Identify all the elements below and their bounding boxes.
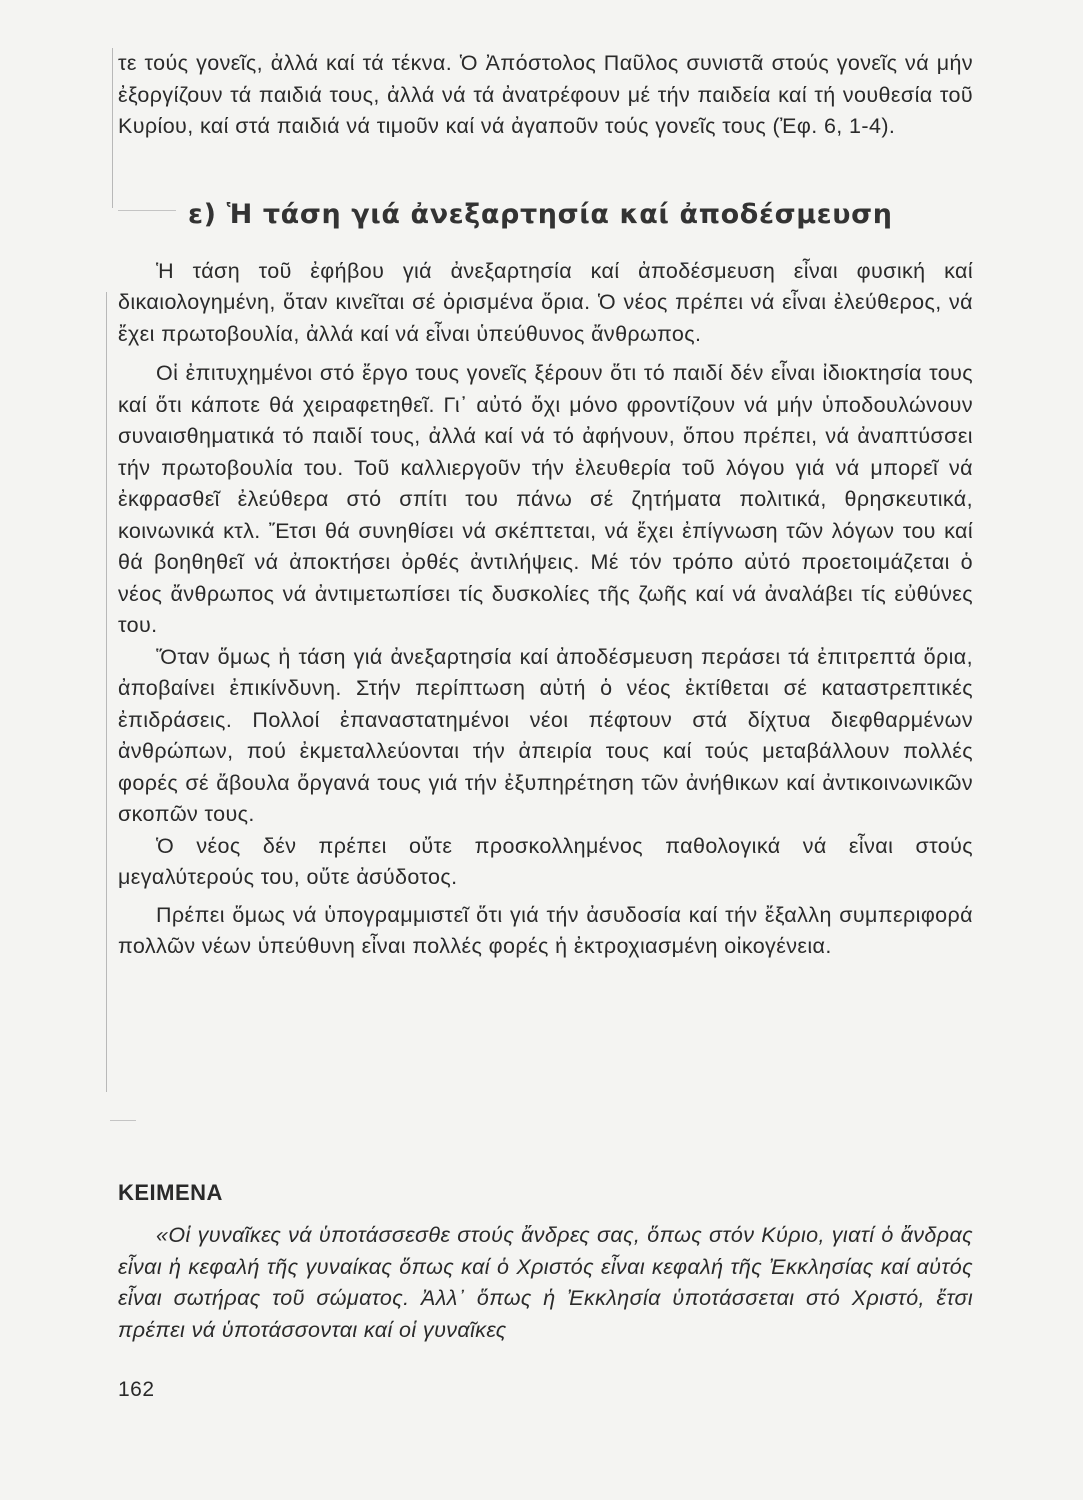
paragraph-1: Ἡ τάση τοῦ ἐφήβου γιά ἀνεξαρτησία καί ἀποδέσμευση εἶναι φυσική καί δικαιολογημένη, ὅταν κινεῖται σέ ὁρισμένα ὅρια. Ὁ νέος πρέπει νά εἶναι ἐλεύθερος, νά ἔχει πρωτοβουλία, ἀλλά καί νά εἶναι ὑπεύθυνος ἄνθρωπος. (118, 258, 973, 346)
page-number: 162 (118, 1378, 155, 1401)
paragraph-intro: τε τούς γονεῖς, ἀλλά καί τά τέκνα. Ὁ Ἀπόστολος Παῦλος συνιστᾶ στούς γονεῖς νά μήν ἐξοργίζουν τά παιδιά τους, ἀλλά νά τά ἀνατρέφουν μέ τήν παιδεία καί τή νουθεσία τοῦ Κυρίου, καί στά παιδιά νά τιμοῦν καί νά ἀγαποῦν τούς γονεῖς τους (Ἐφ. 6, 1-4). (118, 51, 973, 138)
section-title-keimena: ΚΕΙΜΕΝΑ (118, 1180, 223, 1205)
paragraph-5: Πρέπει ὅμως νά ὑπογραμμιστεῖ ὅτι γιά τήν ἀσυδοσία καί τήν ἔξαλλη συμπεριφορά πολλῶν νέων ὑπεύθυνη εἶναι πολλές φορές ἡ ἐκτροχιασμένη οἰκογένεια. (118, 902, 973, 958)
paragraph-3: Ὅταν ὅμως ἡ τάση γιά ἀνεξαρτησία καί ἀποδέσμευση περάσει τά ἐπιτρεπτά ὅρια, ἀποβαίνει ἐπικίνδυνη. Στήν περίπτωση αὐτή ὁ νέος ἐκτίθεται σέ καταστρεπτικές ἐπιδράσεις. Πολλοί ἐπαναστατημένοι νέοι πέφτουν στά δίχτυα διεφθαρμένων ἀνθρώπων, πού ἐκμεταλλεύονται τήν ἀπειρία τους καί τούς μεταβάλλουν πολλές φορές σέ ἄβουλα ὄργανά τους γιά τήν ἐξυπηρέτηση τῶν ἀνήθικων καί ἀντικοινωνικῶν σκοπῶν τους. (118, 644, 973, 826)
paragraph-4: Ὁ νέος δέν πρέπει οὔτε προσκολλημένος παθολογικά νά εἶναι στούς μεγαλύτερούς του, οὔτε ἀσύδοτος. (118, 833, 973, 889)
margin-mark-top (112, 48, 113, 208)
margin-tick-bottom (110, 1120, 136, 1121)
paragraph-2: Οἱ ἐπιτυχημένοι στό ἔργο τους γονεῖς ξέρουν ὅτι τό παιδί δέν εἶναι ἰδιοκτησία τους καί ὅτι κάποτε θά χειραφετηθεῖ. Γι᾿ αὐτό ὄχι μόνο φροντίζουν νά μήν ὑποδουλώνουν συναισθηματικά τό παιδί τους, ἀλλά καί νά τό ἀφήνουν, ὅπου πρέπει, νά ἀναπτύσσει τήν πρωτοβουλία του. Τοῦ καλλιεργοῦν τήν ἐλευθερία τοῦ λόγου γιά νά μπορεῖ νά ἐκφρασθεῖ ἐλεύθερα στό σπίτι του πάνω σέ ζητήματα πολιτικά, θρησκευτικά, κοινωνικά κτλ. Ἔτσι θά συνηθίσει νά σκέπτεται, νά ἔχει ἐπίγνωση τῶν λόγων του καί θά βοηθηθεῖ νά ἀποκτήσει ὀρθές ἀντιλήψεις. Μέ τόν τρόπο αὐτό προετοιμάζεται ὁ νέος ἄνθρωπος νά ἀντιμετωπίσει τίς δυσκολίες τῆς ζωῆς καί νά ἀναλάβει τίς εὐθύνες του. (118, 361, 973, 637)
texts-section (118, 1180, 973, 1346)
margin-mark-middle (106, 292, 107, 1092)
section-heading: ε) Ἡ τάση γιά ἀνεξαρτησία καί ἀποδέσμευση (188, 198, 893, 230)
document-page (118, 48, 973, 963)
quote-text: «Οἱ γυναῖκες νά ὑποτάσσεσθε στούς ἄνδρες σας, ὅπως στόν Κύριο, γιατί ὁ ἄνδρας εἶναι ἡ κεφαλή τῆς γυναίκας ὅπως καί ὁ Χριστός εἶναι κεφαλή τῆς Ἐκκλησίας καί αὐτός εἶναι σωτήρας τοῦ σώματος. Ἀλλ᾿ ὅπως ἡ Ἐκκλησία ὑποτάσσεται στό Χριστό, ἔτσι πρέπει νά ὑποτάσσονται καί οἱ γυναῖκες (118, 1223, 973, 1342)
